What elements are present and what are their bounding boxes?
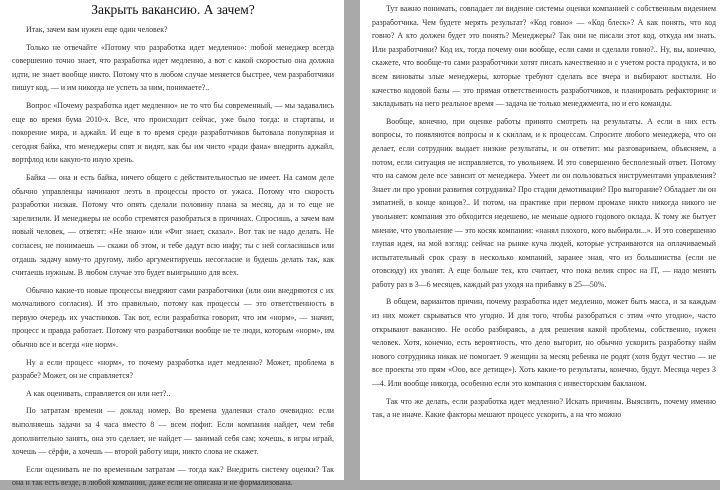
- paragraph: Итак, зачем вам нужен еще один человек?: [26, 25, 168, 34]
- document-page-right: [360, 0, 720, 480]
- paragraph: Вопрос «Почему разработка идет медленно» не то что бы современный, — мы задавались еще во время бума 2010-х. Все, что происходит сейчас, уже было тогда: и стартапы, и покорение мира, и аджайл. И еще в то время среди разработчиков бытовала популярная и сегодня байка, что менеджеры спят и видят, как бы им чисто «ради фана» внедрить аджайл, вортфлод или какую-то иную хрень.: [12, 100, 334, 165]
- paragraph: По затратам времени — доклад номер. Во времена удаленки стало очевидно: если выполняешь задачи за 4 часа вместо 8 — всем пофиг. Если компания найдет, чем тебя дополнительно занять, она это сделает, не найдет — занимай себя сам; хочешь, в игры играй, хочешь — сёрфи, а хочешь — второй работу ищи, никто слова не скажет.: [12, 406, 334, 457]
- paragraph: Обычно какие-то новые процессы внедряют сами разработчики (или они внедряются с их молчаливого согласия). И это правильно, потому как процессы — это ответственность в первую очередь их участников. Так вот, если разработка говорит, что им «норм», — значит, процесс и правда работает. Потому что разработчики вообще не те люди, которым «норм», им обычно все и всегда «не норм».: [12, 285, 334, 350]
- document-page-left: [0, 0, 344, 488]
- paragraph: А как оценивать, справляется он или нет?..: [26, 388, 171, 398]
- paragraph: Так что же делать, если разработка идет медленно? Искать причины. Выяснить, почему именно так, а не иначе. Какие факторы мешают процесс ускорить, а на что можно: [372, 396, 716, 420]
- paragraph: Ну а если процесс «норм», то почему разработка идет медленно? Может, проблема в разрабе? Может, он не справляется?: [12, 357, 334, 381]
- paragraph: Вообще, конечно, при оценке работы принято смотреть на результаты. А если в них есть вопросы, то появляются вопросы и к скиллам, и к процессам. Спросите любого менеджера, что он делает, если сотрудник выдает низкие результаты, и он ответит: мы разговариваем, объясняем, а потом, если ситуация не исправляется, то увольняем. И это совершенно бесполезный ответ. Потому что на самом деле все зависит от менеджера. Умеет ли он пользоваться инструментами управления? Знает ли про уровни развития сотрудника? Про стадии демотивации? Про выгорание? Обладает ли он эмпатией, в конце концов?.. И потом, на практике при первом промахе никто никогда никого не увольняет: компания это обходится недешево, не меньше одного годового оклада. К тому же бытует мнение, что увольнение — это косяк компании: «нанял плохого, кого выбирали...». И это совершенно глупая идея, на мой взгляд: сейчас на рынке куча людей, которые устраиваются на оплачиваемый испытательный срок сразу в несколько компаний, заранее зная, что из большинства (если не отовсюду) их уволят. А еще больше тех, кто считает, что пока велик спрос на IT, — надо менять работу раз в 3—6 месяцев, каждый раз уходя на прибавку в 25—50%.: [372, 116, 716, 289]
- document-title: Закрыть вакансию. А зачем?: [91, 2, 255, 17]
- paragraph: Если оценивать не по временным затратам — тогда как? Внедрить систему оценки? Так она и так есть везде, в любой компании, даже если не описана и не формализована.: [12, 464, 334, 488]
- paragraph: Тут важно понимать, совпадает ли видение системы оценки компанией с собственным видением разработчика. Чем будете мерять результат? «Код говно» — «Код блеск»? А как понять, что код говно? А кто должен будет это понять? Менеджеры? Так они не писали этот код, откуда им знать. Или разработчики? Код их, тогда почему они вообще, если сами и сделали говно?.. Ну, вы, конечно, скажете, что вообще-то сами разработчики хотят писать качественно и с учетом роста продукта, и во всем виноваты злые менеджеры, которые требуют сделать все вчера и выбирают костыли. Но качество кодовой базы — это прямая ответственность разработчиков, и планировать рефакторинг и закладывать на него реальное время — задача не только менеджмента, но и его команды.: [372, 4, 716, 109]
- paragraph: В общем, вариантов причин, почему разработка идет медленно, может быть масса, и за каждым из них может скрываться что угодно. И для того, чтобы разобраться с этим «что угодно», часто открывают вакансию. Не особо разбираясь, а для решения какой проблемы, собственно, нужен человек. Хотя, конечно, есть вероятность, что дело выгорит, но обычно ускорить разработку найм нового сотрудника никак не помогает. 9 женщин за месяц ребенка не родят (хотя будут честно — не все проекты это прям «Ооо, все детище»). Хоть какие-то результаты, конечно, будут. Месяца через 3—4. Или вообще никогда, особенно если это компания с инвесторским бакланом.: [372, 297, 716, 389]
- paragraph: Байка — она и есть байка, ничего общего с действительностью не имеет. На самом деле обычно управленцы начинают лезть в процессы просто от ужаса. Потому что скорость разработки низкая. Потому что опять сделали половину плана за месяц, да и то еще не зарелизили. И менеджеры не особо стремятся разобраться в причинах. Спросишь, а зачем вам новый человек, — ответят: «Не знаю» или «Фиг знает, сказал». Вот так не надо делать. Не согласен, не понимаешь — скажи об этом, и тебе дадут всю инфу; ты с ней согласишься или отдашь задачу кому-то другому, либо аргументируешь несогласие и будешь делать так, как считаешь нужным. В любом случае это будет выигрышно для всех.: [12, 172, 334, 278]
- paragraph: Только не отвечайте «Потому что разработка идет медленно»: любой менеджер всегда совершенно точно знает, что разработка идет медленно, а вот с какой скоростью она должна идти, не знает вообще никто. Потому что в любом случае меняется быстрее, чем разработчики пишут код, — и им никогда не успеть за ним, понимаете?..: [12, 42, 334, 93]
